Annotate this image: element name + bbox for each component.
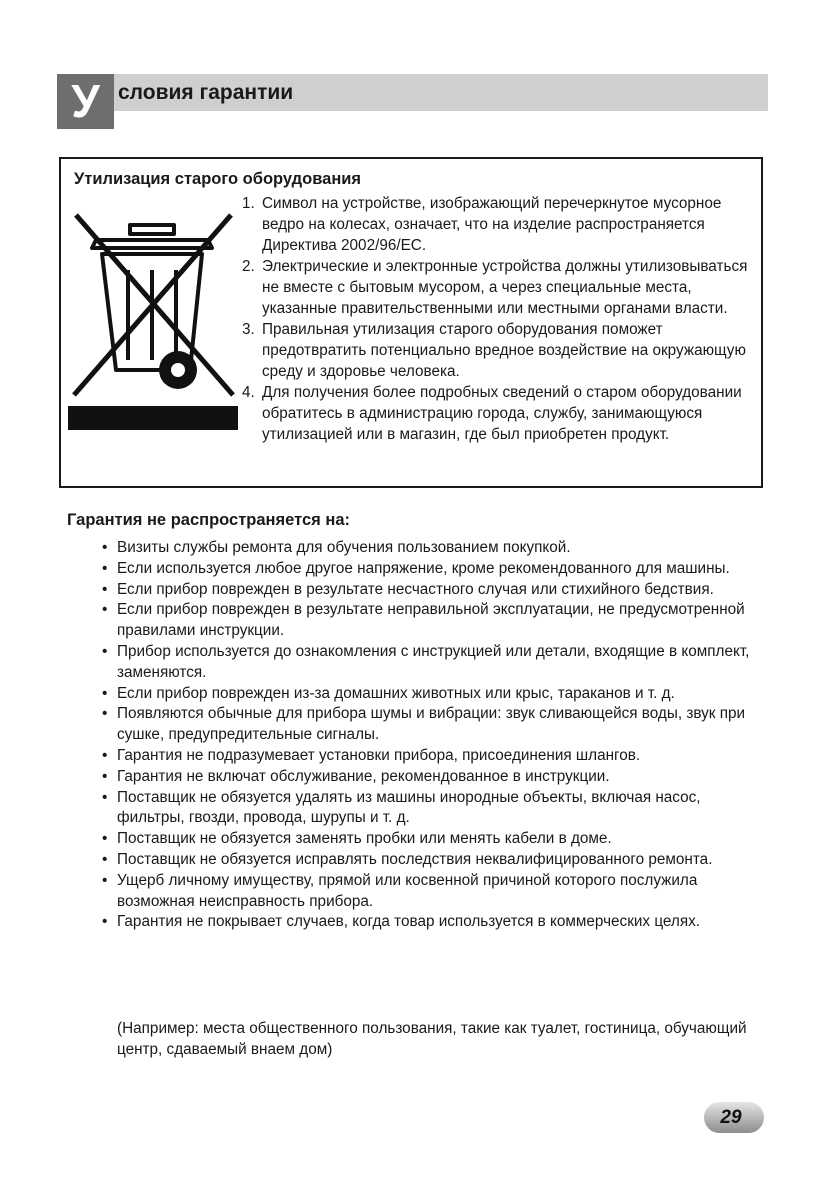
warranty-note: (Например: места общественного пользования, такие как туалет, гостиница, обучающий центр, сдаваемый внаем дом) (117, 1020, 747, 1058)
warranty-item: • Если используется любое другое напряжение, кроме рекомендованного для машины. (102, 559, 730, 577)
waste-item: 1. Символ на устройстве, изображающий перечеркнутое мусорное ведро на колесах, означает, что на изделие распространяется Директива 2002/96/EC. (242, 195, 722, 254)
warranty-item: • Гарантия не включат обслуживание, рекомендованное в инструкции. (102, 767, 610, 785)
section-initial-letter: У (57, 74, 114, 129)
warranty-item: • Если прибор поврежден в результате неправильной эксплуатации, не предусмотренной правилами инструкции. (102, 601, 745, 640)
warranty-item: • Ущерб личному имуществу, прямой или косвенной причиной которого послужила возможная неисправность прибора. (102, 871, 698, 910)
waste-item: 3. Правильная утилизация старого оборудования поможет предотвратить потенциально вредное воздействие на окружающую среду и здоровье человека. (242, 321, 746, 380)
warranty-item: • Визиты службы ремонта для обучения пользованием покупкой. (102, 539, 571, 556)
waste-item: 2. Электрические и электронные устройства должны утилизовываться не вместе с бытовым мусором, а через специальные места, указанные правительственными или местными органами власти. (242, 258, 748, 317)
warranty-exclusions-list (102, 538, 767, 933)
warranty-item: • Гарантия не подразумевает установки прибора, присоединения шлангов. (102, 746, 641, 764)
warranty-item: • Если прибор поврежден из-за домашних животных или крыс, тараканов и т. д. (102, 684, 675, 702)
warranty-item: • Прибор используется до ознакомления с инструкцией или детали, входящие в комплект, заменяются. (102, 642, 750, 681)
bin-underline-bar (68, 406, 238, 430)
warranty-item: • Поставщик не обязуется исправлять последствия неквалифицированного ремонта. (102, 850, 713, 868)
page-number: 29 (720, 1107, 742, 1128)
warranty-item: • Появляются обычные для прибора шумы и вибрации: звук сливающейся воды, звук при сушке, предупредительные сигналы. (102, 705, 746, 744)
warranty-item: • Если прибор поврежден в результате несчастного случая или стихийного бедствия. (102, 580, 714, 598)
waste-disposal-list (242, 193, 757, 445)
warranty-item: • Поставщик не обязуется удалять из машины инородные объекты, включая насос, фильтры, гвозди, провода, шурупы и т. д. (102, 788, 701, 827)
crossed-out-wheelie-bin-icon (68, 210, 238, 400)
warranty-exclusions-title: Гарантия не распространяется на: (67, 511, 350, 529)
waste-item: 4. Для получения более подробных сведений о старом оборудовании обратитесь в администрацию города, службу, занимающуюся утилизацией или в магазин, где был приобретен продукт. (242, 384, 742, 443)
warranty-item: • Гарантия не покрывает случаев, когда товар используется в коммерческих целях. (102, 913, 701, 931)
waste-disposal-title: Утилизация старого оборудования (74, 170, 362, 188)
warranty-item: • Поставщик не обязуется заменять пробки или менять кабели в доме. (102, 830, 612, 848)
section-title: словия гарантии (118, 81, 294, 104)
